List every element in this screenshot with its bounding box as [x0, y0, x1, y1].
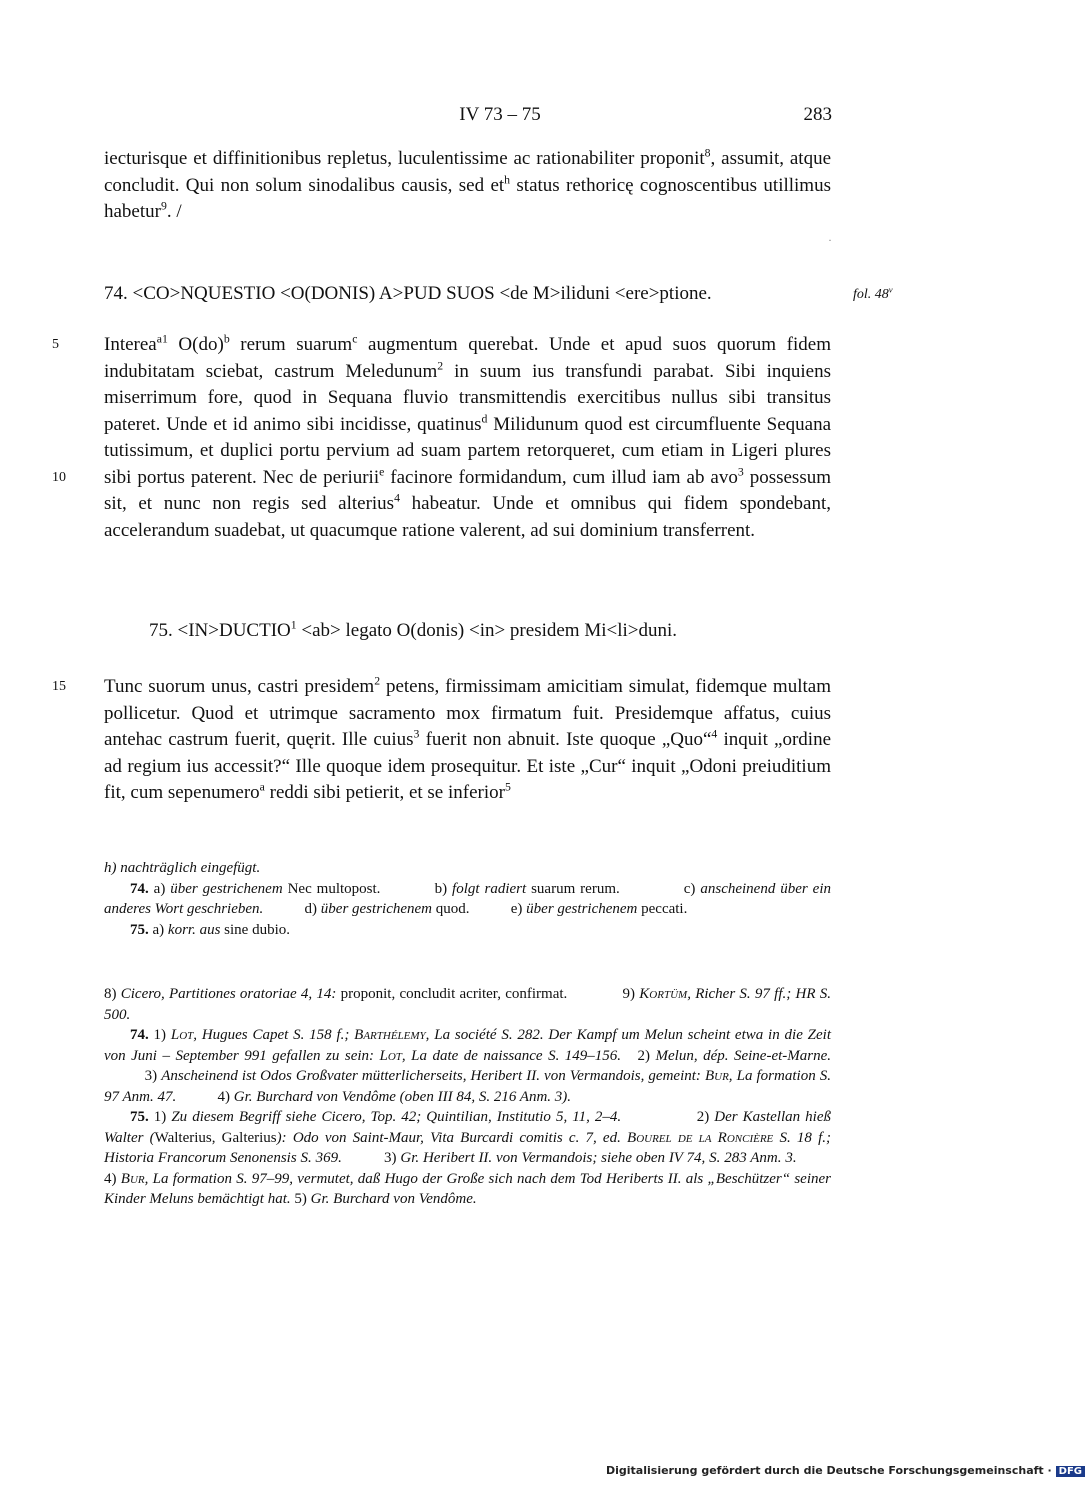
chapter-75-number: 75. — [149, 620, 173, 641]
historical-notes: 8) Cicero, Partitiones oratoriae 4, 14: proponit, concludit acriter, confirmat. 9) Kortüm, Richer S. 97 ff.; HR S. 500. 74. 1) Lot, Hugues Capet S. 158 f.; Barthélemy, La société S. 282. Der Kampf um Melun scheint etwa in die Zeit von Juni – September 991 gefallen zu sein: Lot, La date de naissance S. 149–156. 2) Melun, dép. Seine-et-Marne. 3) Anscheinend ist Odos Großvater mütterlicherseits, Heribert II. von Vermandois, gemeint: Bur, La formation S. 97 Anm. 47. 4) Gr. Burchard von Vendôme (oben III 84, S. 216 Anm. 3). 75. 1) Zu diesem Begriff siehe Cicero, Top. 42; Quintilian, Institutio 5, 11, 2–4. 2) Der Kastellan hieß Walter (Walterius, Galterius): Odo von Saint-Maur, Vita Burcardi comitis c. 7, ed. Bourel de la Roncière S. 18 f.; Historia Francorum Senonensis S. 369. 3) Gr. Heribert II. von Vermandois; siehe oben IV 74, S. 283 Anm. 3. 4) Bur, La formation S. 97–99, vermutet, daß Hugo der Große sich nach dem Tod Heriberts II. als „Beschützer“ seiner Kinder Meluns bemächtigt hat. 5) Gr. Burchard von Vendôme. — [104, 986, 832, 1207]
margin-dot: · — [828, 233, 832, 247]
line-number-10: 10 — [52, 470, 66, 485]
chapter-75-heading: 75. $<IN>DUCTIO^1 <ab>$ legato O(donis) <in> presidem Mi<li>duni. — [149, 618, 678, 641]
page-number: 283 — [803, 104, 832, 125]
continuation-paragraph: iecturisque et diffinitionibus repletus, luculentissime ac rationabiliter proponit$^8$, assumit, atque concludit. Qui non solum sinodalibus causis, sed $et^h$ status rethoricę cognoscentibus utillimus habetur$^9$. / — [104, 146, 832, 222]
folio-marker: fol. 48$^v$ — [853, 284, 893, 302]
chapter-74-heading: 74. <CO>NQUESTIO <O(DONIS) A>PUD SUOS <de M>iliduni <ere>ptione. — [104, 283, 712, 304]
line-number-5: 5 — [52, 337, 59, 352]
dfg-logo: DFG — [1056, 1466, 1085, 1477]
chapter-75-text: Tunc suorum unus, castri presidem$^2$ petens, firmissimam amicitiam simulat, fidemque multam pollicetur. Quod et utrimque sacramento mox firmatum fuit. Presidemque affatus, cuius antehac castrum fuerit, quęrit. Ille cuius$^3$ fuerit non abnuit. Iste quoque „Quo“$^4$ inquit „ordine ad regium ius accessit?“ Ille quoque idem prosequitur. Et iste „Cur“ inquit „Odoni preiuditium fit, cum sepenumero$^a$ reddi sibi petierit, et se inferior$^5$ — [104, 674, 832, 803]
running-title: IV 73 – 75 — [459, 104, 541, 125]
chapter-74-number: 74. — [104, 283, 128, 304]
critical-apparatus: h) nachträglich eingefügt. 74. a) über gestrichenem Nec multopost. b) folgt radiert suarum rerum. c) anscheinend über ein anderes Wort geschrieben. d) über gestrichenem quod. e) über gestrichenem peccati. 75. a) korr. aus sine dubio. — [104, 860, 832, 938]
digitization-credit — [606, 1464, 1085, 1477]
chapter-74-text: Interea$^{a1}$ O(do)$^b$ rerum suarum$^c$ augmentum querebat. Unde et apud suos quorum fidem indubitatam sciebat, castrum Meledunum$^2$ in suum ius transfundi parabat. Sibi inquiens miserrimum fore, quod in Sequana fluvio transmittendis exercitibus nullus sibi transitus pateret. Unde et id animo sibi incidisse, quatinus$^d$ Milidunum quod est circumfluente Sequana tutissimum, et duplici portu pervium ad suam partem retorqueret, cum etiam in Ligeri plures sibi portus paterent. Nec de periurii$^e$ facinore formidandum, cum illud iam ab avo$^3$ possessum sit, et nunc non regis sed alterius$^4$ habeatur. Unde et omnibus qui fidem spondebant, accelerandum suadebat, ut quacumque ratione valerent, ad sui dominium transferrent. — [104, 332, 832, 541]
line-number-15: 15 — [52, 679, 66, 694]
credit-text: Digitalisierung gefördert durch die Deutsche Forschungsgemeinschaft · — [606, 1464, 1052, 1477]
